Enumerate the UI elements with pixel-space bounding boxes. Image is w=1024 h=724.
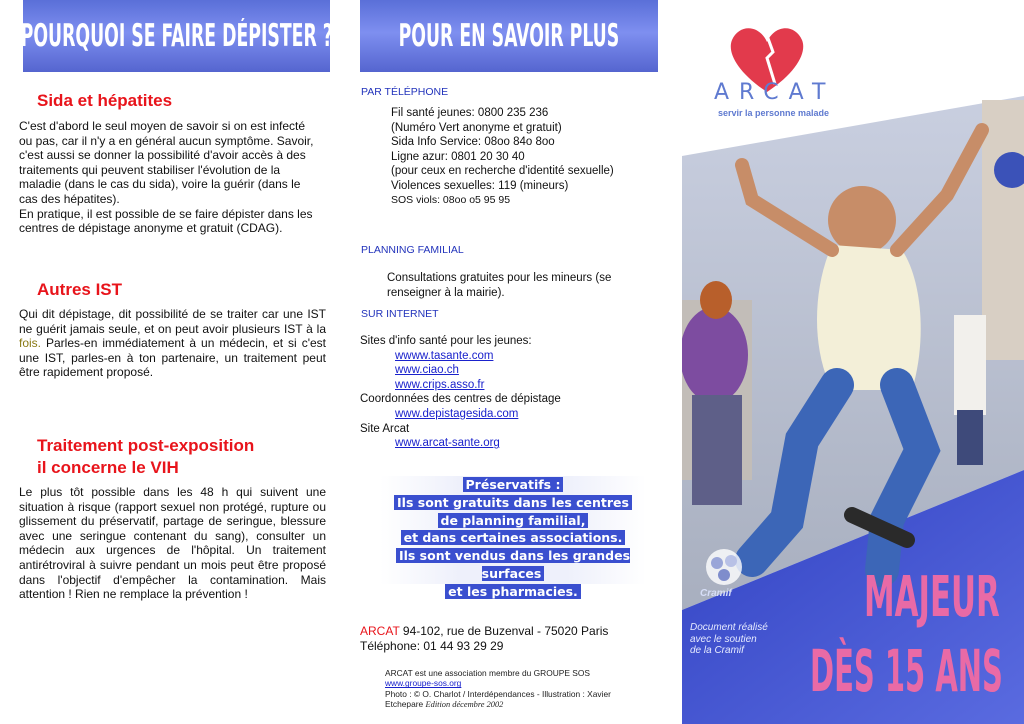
heading-autres-ist: Autres IST [37,280,123,299]
footer-credits: ARCAT est une association membre du GROUPE SOS www.groupe-sos.org Photo : © O. Charlot / Interdépendances - Illustration : Xavier Etchepare Edition décembre 2002 [385,668,611,710]
heading-sida-hepatites: Sida et hépatites [37,91,173,110]
phone-sos-viols: SOS viols: 08oo o5 95 95 [391,194,511,206]
cover-title-des-15-ans: DÈS 15 ANS [810,637,1003,705]
column-why-screening [0,0,340,724]
phone-violences: Violences sexuelles: 119 (mineurs) [391,179,569,192]
link-tasante[interactable]: wwww.tasante.com [395,349,494,362]
telephone-line: Téléphone: 01 44 93 29 29 [360,639,504,653]
cover-title-majeur: MAJEUR [864,565,1000,630]
heading-traitement-post-exposition: Traitement post-exposition il concerne le VIH [37,436,255,477]
banner-why-screening: POURQUOI SE FAIRE DÉPISTER ? [23,0,330,72]
label-internet: SUR INTERNET [361,308,439,320]
phone-fil-sante: Fil santé jeunes: 0800 235 236 [391,107,549,119]
link-ciao[interactable]: www.ciao.ch [395,364,459,377]
text-autres-ist: Qui dit dépistage, dit possibilité de se traiter car une IST ne guérit jamais seule, et on peut avoir plusieurs IST à la fois. Parles-en immédiatement à un médecin, et si c'est une IST, parles-en à ton partenaire, un traitement peut être rapidement proposé. [19,307,326,380]
address-name: ARCAT [360,624,400,638]
internet-list: Sites d'info santé pour les jeunes: wwww.tasante.com www.ciao.ch www.crips.asso.fr Coordonnées des centres de dépistage www.depistagesida.com Site Arcat www.arcat-sante.org [360,335,561,450]
link-arcat-sante[interactable]: www.arcat-sante.org [395,437,500,450]
text-sida-hepatites: C'est d'abord le seul moyen de savoir si on est infecté ou pas, car il n'y a en général aucun symptôme. Savoir, c'est aussi se donner la possibilité d'avoir accès à des traitements qui peuvent stabiliser l'évolution de la maladie (dans le cas du sida), voire la guérir (dans le cas des hépatites). En pratique, il est possible de se faire dépister dans les centres de dépistage anonyme et gratuit (CDAG). [19,119,314,236]
link-groupe-sos[interactable]: www.groupe-sos.org [385,678,462,689]
cramif-label: Cramif [700,588,732,599]
arcat-tagline: servir la personne malade [718,108,830,118]
label-planning-familial: PLANNING FAMILIAL [361,244,464,256]
phone-ligne-azur: Ligne azur: 0801 20 30 40 [391,150,525,163]
banner-more-info: POUR EN SAVOIR PLUS [360,0,658,72]
label-telephone: PAR TÉLÉPHONE [361,86,449,98]
link-crips[interactable]: www.crips.asso.fr [395,378,485,391]
planning-text: Consultations gratuites pour les mineurs (se renseigner à la mairie). [387,272,612,299]
phone-sida-info: Sida Info Service: 08oo 84o 8oo [391,136,555,148]
link-depistagesida[interactable]: www.depistagesida.com [395,407,519,420]
phone-list: Fil santé jeunes: 0800 235 236 (Numéro Vert anonyme et gratuit) Sida Info Service: 08oo 84o 8oo Ligne azur: 0801 20 30 40 (pour ceux en recherche d'identité sexuelle) Violences sexuelles: 119 (mineurs) SOS viols: 08oo o5 95 95 [391,106,671,208]
cover-panel [682,0,1024,724]
support-text: Document réalisé avec le soutien de la Cramif [690,622,768,656]
promo-preservatifs: Préservatifs : Ils sont gratuits dans les centres de planning familial, et dans certaines associations. Ils sont vendus dans les grandes surfaces et les pharmacies. [380,476,646,601]
text-traitement-post-exposition: Le plus tôt possible dans les 48 h qui suivent une situation à risque (rapport sexuel non protégé, rupture ou glissement du préservatif, partage de seringue, blessure avec une seringue contenant du sang), consulter un médecin aux urgences de l'hôpital. Un traitement antirétroviral à suivre pendant un mois peut être proposé dans l'objectif d'empêcher la contamination. Mais attention ! Rien ne remplace la prévention ! [19,485,326,602]
address-block: ARCAT 94-102, rue de Buzenval - 75020 Paris Téléphone: 01 44 93 29 29 [360,624,609,653]
arcat-logo-text: ARCAT [714,80,836,105]
